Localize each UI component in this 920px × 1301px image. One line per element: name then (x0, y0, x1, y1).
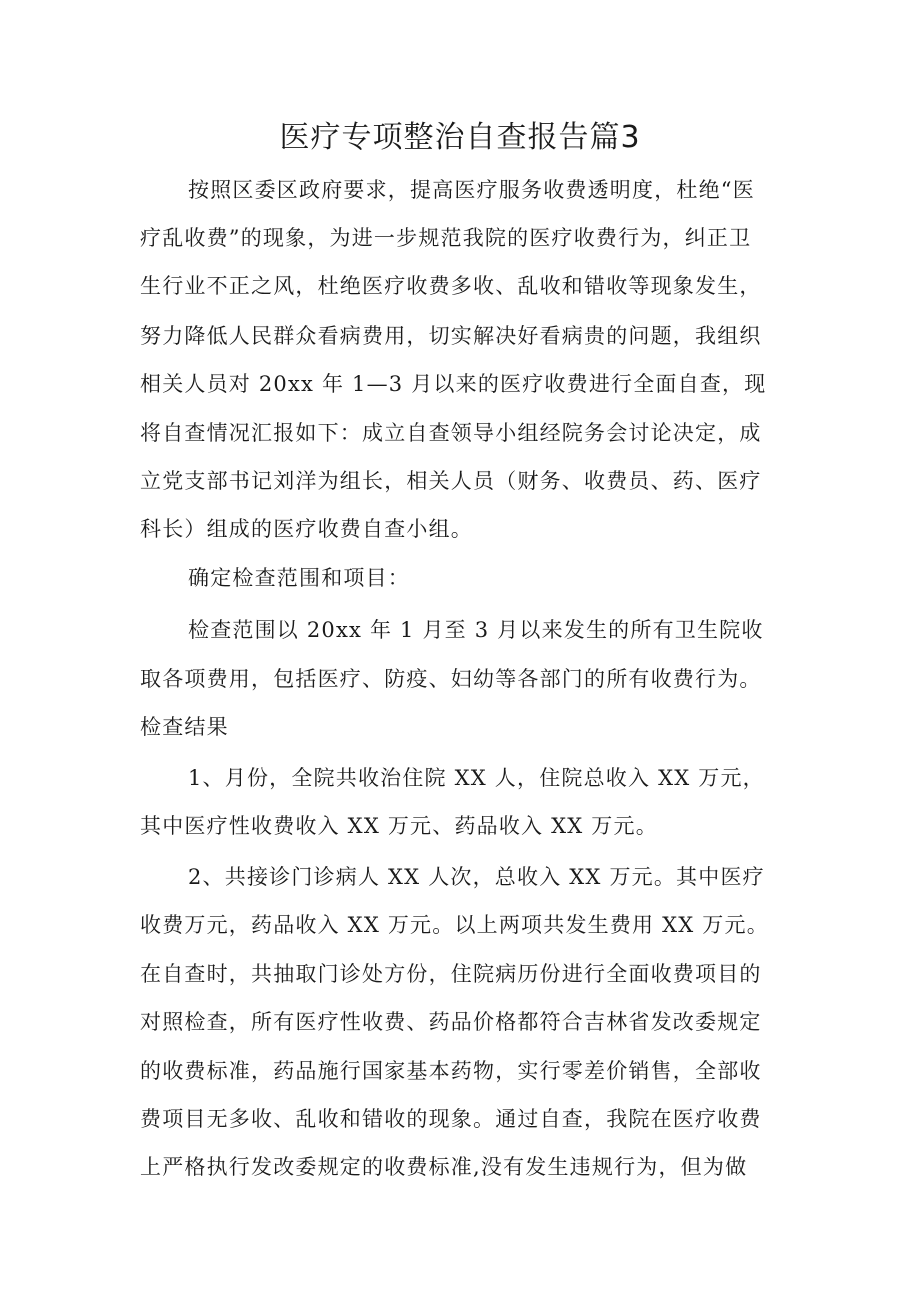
paragraph-line: 努力降低人民群众看病费用，切实解决好看病贵的问题，我组织 (140, 324, 762, 348)
paragraph-line: 疗乱收费”的现象，为进一步规范我院的医疗收费行为，纠正卫 (140, 226, 752, 250)
paragraph-line: 检查范围以 20xx 年 1 月至 3 月以来发生的所有卫生院收 (188, 618, 764, 642)
paragraph-line: 科长）组成的医疗收费自查小组。 (140, 517, 473, 541)
paragraph-line: 取各项费用，包括医疗、防疫、妇幼等各部门的所有收费行为。 (140, 667, 762, 691)
paragraph-line: 在自查时，共抽取门诊处方份，住院病历份进行全面收费项目的 (140, 962, 762, 986)
paragraph-line: 对照检查，所有医疗性收费、药品价格都符合吉林省发改委规定 (140, 1010, 762, 1034)
paragraph-line: 生行业不正之风，杜绝医疗收费多收、乱收和错收等现象发生， (140, 274, 762, 298)
paragraph-line: 上严格执行发改委规定的收费标准,没有发生违规行为，但为做 (140, 1155, 748, 1179)
paragraph-line: 收费万元，药品收入 XX 万元。以上两项共发生费用 XX 万元。 (140, 913, 769, 937)
paragraph-line: 相关人员对 20xx 年 1—3 月以来的医疗收费进行全面自查，现 (140, 372, 767, 396)
paragraph-line: 费项目无多收、乱收和错收的现象。通过自查，我院在医疗收费 (140, 1107, 762, 1131)
section-heading: 检查结果 (140, 715, 229, 739)
paragraph-line: 的收费标准，药品施行国家基本药物，实行零差价销售，全部收 (140, 1059, 762, 1083)
section-heading: 确定检查范围和项目： (188, 566, 410, 590)
paragraph-line: 立党支部书记刘洋为组长，相关人员（财务、收费员、药、医疗 (140, 469, 762, 493)
paragraph-line: 其中医疗性收费收入 XX 万元、药品收入 XX 万元。 (140, 814, 658, 838)
document-title: 医疗专项整治自查报告篇3 (279, 120, 641, 155)
paragraph-line: 按照区委区政府要求，提高医疗服务收费透明度，杜绝“医 (188, 178, 755, 202)
paragraph-line: 2、共接诊门诊病人 XX 人次，总收入 XX 万元。其中医疗 (188, 865, 765, 889)
paragraph-line: 将自查情况汇报如下：成立自查领导小组经院务会讨论决定，成 (140, 421, 762, 445)
paragraph-line: 1、月份，全院共收治住院 XX 人，住院总收入 XX 万元， (188, 766, 765, 790)
